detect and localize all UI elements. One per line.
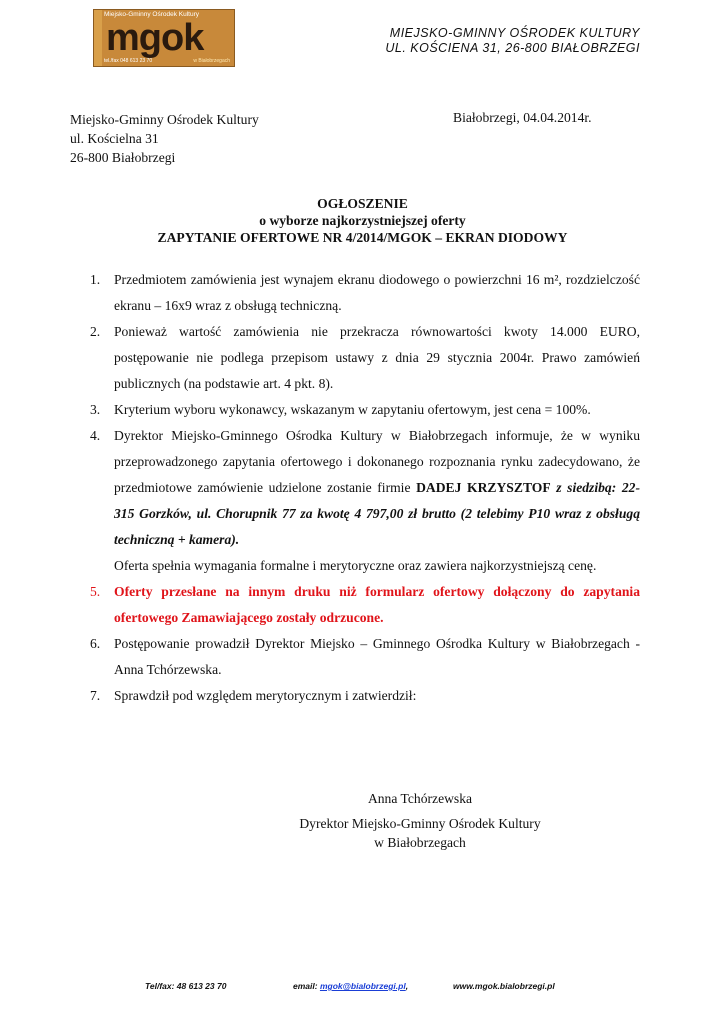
winning-offer-details: z siedzibą: 22-315 Gorzków, ul. Chorupnik 77 za kwotę 4 797,00 zł brutto (2 telebimy P10 wraz z obsługą techniczną + kamera). <box>114 480 640 547</box>
item-number: 1. <box>90 272 101 287</box>
item-text: Ponieważ wartość zamówienia nie przekracza równowartości kwoty 14.000 EURO, postępowanie nie podlega przepisom ustawy z dnia 29 stycznia 2004r. Prawo zamówień publicznych (na podstawie art. 4 pkt. 8). <box>114 324 640 391</box>
footer-email-link[interactable]: mgok@bialobrzegi.pl <box>319 981 406 991</box>
winning-company: DADEJ KRZYSZTOF <box>416 480 551 495</box>
logo-side-strip <box>94 10 102 66</box>
footer-email-label: email: <box>293 981 320 991</box>
list-item <box>70 319 640 397</box>
logo-sub: w Białobrzegach <box>193 58 230 64</box>
letterhead-address <box>385 26 640 56</box>
footer-email-group <box>293 981 408 991</box>
document-date: Białobrzegi, 04.04.2014r. <box>453 110 592 125</box>
heading-line-1: OGŁOSZENIE <box>317 196 408 211</box>
list-item <box>70 267 640 319</box>
letterhead-line-1: MIEJSKO-GMINNY OŚRODEK KULTURY <box>389 26 640 40</box>
list-item <box>70 397 640 423</box>
logo-brand: mgok <box>106 17 204 59</box>
item-text: Dyrektor Miejsko-Gminnego Ośrodka Kultury w Białobrzegach informuje, że w wyniku przeprowadzonego zapytania ofertowego i dokonanego rozpoznania rynku zadecydowano, że przedmiotowe zamówienie udzielone zostanie firmie <box>114 428 640 495</box>
signatory-name: Anna Tchórzewska <box>367 791 473 806</box>
list-item <box>70 579 640 631</box>
signatory-title: Dyrektor Miejsko-Gminny Ośrodek Kultury <box>299 816 541 831</box>
document-heading <box>70 195 655 246</box>
logo-top-text: Miejsko-Gminny Ośrodek Kultury <box>104 11 199 18</box>
footer-website[interactable]: www.mgok.bialobrzegi.pl <box>453 981 555 991</box>
item-text: Kryterium wyboru wykonawcy, wskazanym w zapytaniu ofertowym, jest cena = 100%. <box>114 402 591 417</box>
signatory-title-place: w Białobrzegach <box>374 835 466 850</box>
item-text: Postępowanie prowadził Dyrektor Miejsko – Gminnego Ośrodka Kultury w Białobrzegach - Anna Tchórzewska. <box>114 636 640 677</box>
footer-email-suffix: , <box>405 981 409 991</box>
heading-line-2: o wyborze najkorzystniejszej oferty <box>259 213 466 228</box>
footer-tel: Tel/fax: 48 613 23 70 <box>145 981 227 991</box>
mgok-logo <box>93 9 235 67</box>
item-number: 4. <box>90 428 101 443</box>
item-number: 7. <box>90 688 101 703</box>
sender-address <box>70 110 259 167</box>
offer-assessment: Oferta spełnia wymagania formalne i merytoryczne oraz zawiera najkorzystniejszą cenę. <box>114 558 597 573</box>
heading-line-3: ZAPYTANIE OFERTOWE NR 4/2014/MGOK – EKRAN DIODOWY <box>157 230 568 245</box>
announcement-list <box>70 267 640 709</box>
signature-block <box>280 789 560 852</box>
item-number: 6. <box>90 636 101 651</box>
sender-line-3: 26-800 Białobrzegi <box>70 150 176 165</box>
item-text: Sprawdził pod względem merytorycznym i zatwierdził: <box>114 688 417 703</box>
sender-line-1: Miejsko-Gminny Ośrodek Kultury <box>70 112 259 127</box>
item-text: Oferty przesłane na innym druku niż formularz ofertowy dołączony do zapytania ofertowego Zamawiającego zostały odrzucone. <box>114 584 640 625</box>
item-number: 3. <box>90 402 101 417</box>
list-item <box>70 631 640 683</box>
list-item <box>70 423 640 579</box>
list-item <box>70 683 640 709</box>
letterhead-line-2: UL. KOŚCIENA 31, 26-800 BIAŁOBRZEGI <box>385 41 640 55</box>
item-number: 2. <box>90 324 101 339</box>
sender-line-2: ul. Kościelna 31 <box>70 131 159 146</box>
item-number: 5. <box>90 584 101 599</box>
item-text: Przedmiotem zamówienia jest wynajem ekranu diodowego o powierzchni 16 m², rozdzielczość ekranu – 16x9 wraz z obsługą techniczną. <box>114 272 640 313</box>
logo-tel: tel./fax 048 613 23 70 <box>104 58 153 64</box>
